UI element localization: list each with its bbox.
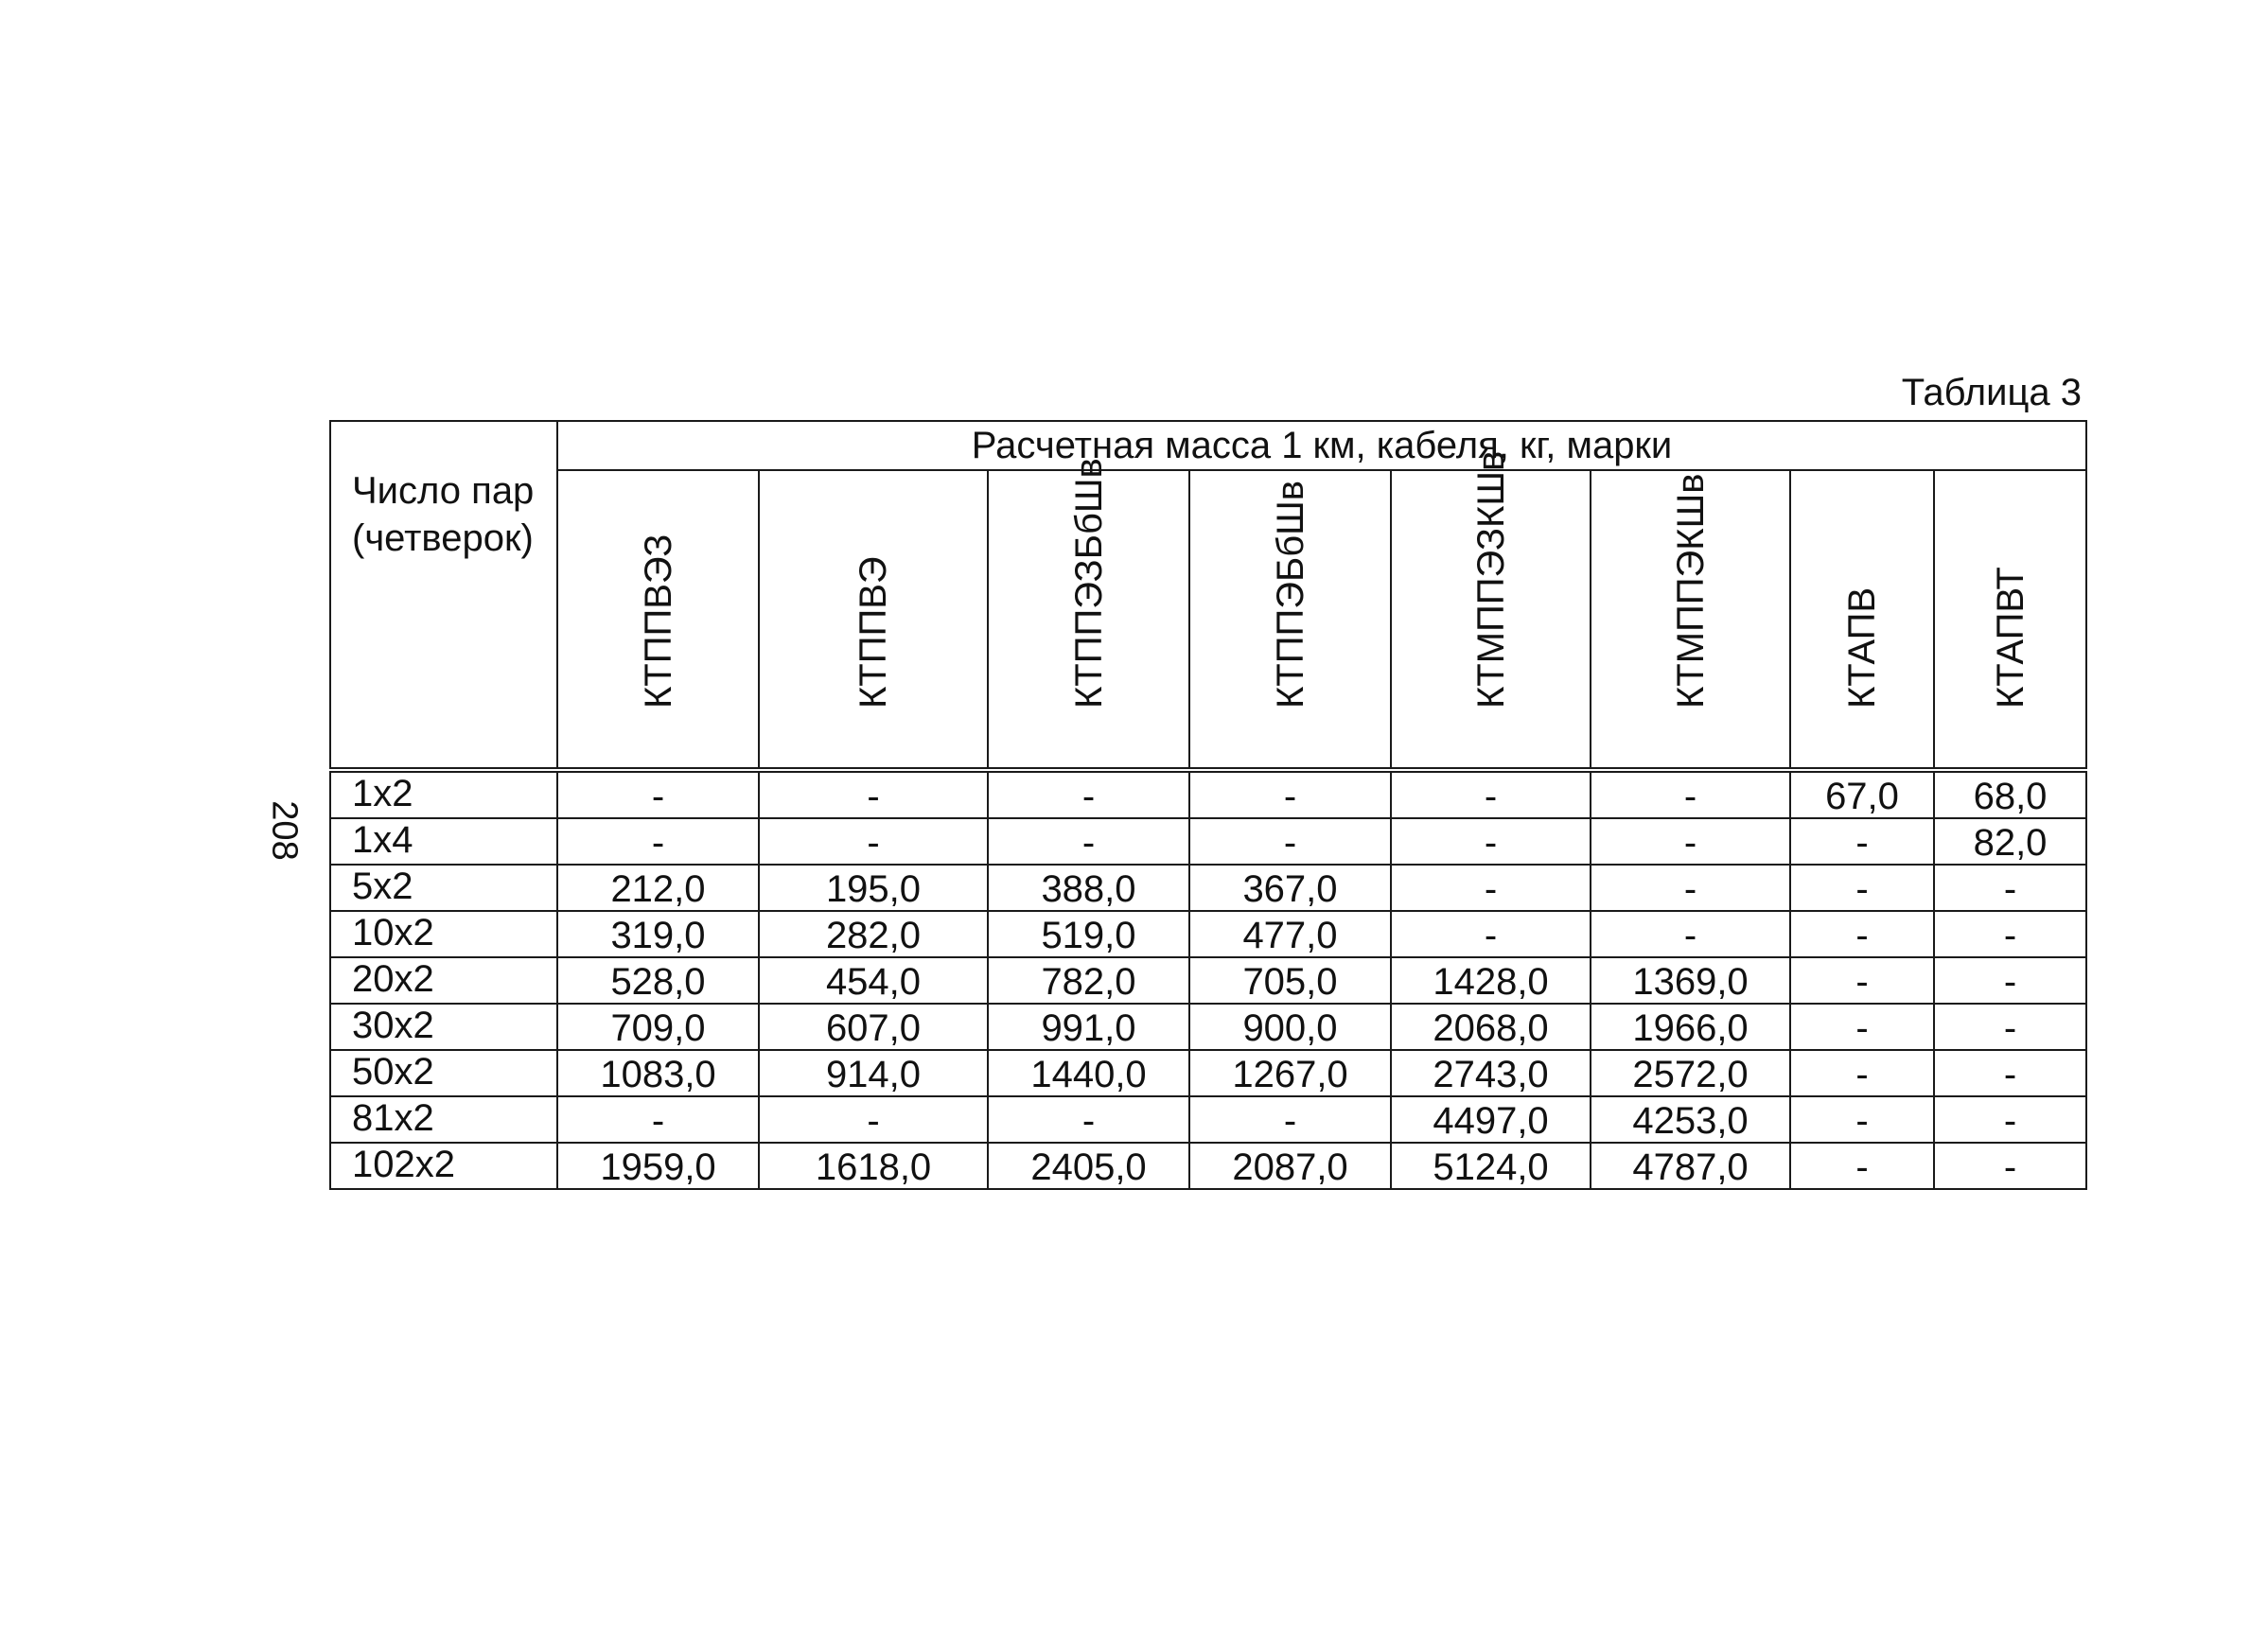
brand-label: КТППЭЗБбШв [1067, 458, 1110, 709]
value-cell: 67,0 [1790, 770, 1934, 818]
brand-header-cell [1591, 470, 1790, 770]
brand-header-cell [1391, 450, 1591, 770]
value-cell: - [1934, 865, 2086, 911]
brand-label: КТППЭБбШв [1269, 480, 1311, 709]
value-cell: - [1790, 818, 1934, 865]
row-label: 50x2 [330, 1050, 557, 1096]
value-cell: - [759, 770, 988, 818]
brand-header-cell [557, 470, 759, 770]
value-cell: 5124,0 [1391, 1143, 1591, 1189]
value-cell: - [1391, 818, 1591, 865]
value-cell: - [557, 1096, 759, 1143]
value-cell: 1083,0 [557, 1050, 759, 1096]
value-cell: - [1790, 1096, 1934, 1143]
value-cell: 477,0 [1189, 911, 1391, 957]
brand-header-cell [1189, 470, 1391, 770]
value-cell: - [1790, 1004, 1934, 1050]
cable-mass-table [329, 420, 2087, 1190]
value-cell: - [1591, 770, 1790, 818]
value-cell: - [1934, 911, 2086, 957]
value-cell: - [1391, 911, 1591, 957]
value-cell: 519,0 [988, 911, 1189, 957]
brand-header-cell [759, 470, 988, 770]
table-row [330, 865, 2086, 911]
value-cell: - [988, 1096, 1189, 1143]
brand-label: КТАПВТ [1989, 567, 2031, 709]
row-label: 1x2 [330, 770, 557, 818]
table-row [330, 1004, 2086, 1050]
brand-label: КТМППЭКШв [1669, 473, 1712, 709]
value-cell: - [1790, 911, 1934, 957]
value-cell: - [1934, 1050, 2086, 1096]
value-cell: - [1391, 770, 1591, 818]
value-cell: 991,0 [988, 1004, 1189, 1050]
value-cell: 2087,0 [1189, 1143, 1391, 1189]
value-cell: - [1934, 1143, 2086, 1189]
row-label: 102x2 [330, 1143, 557, 1189]
value-cell: - [1790, 1050, 1934, 1096]
brand-label: КТМППЭЗКШв [1469, 450, 1512, 709]
brand-header-row [330, 470, 2086, 770]
table-row [330, 1143, 2086, 1189]
row-label: 81x2 [330, 1096, 557, 1143]
value-cell: - [1790, 1143, 1934, 1189]
table-row [330, 770, 2086, 818]
value-cell: 1267,0 [1189, 1050, 1391, 1096]
value-cell: - [1189, 1096, 1391, 1143]
row-label: 30x2 [330, 1004, 557, 1050]
value-cell: 1959,0 [557, 1143, 759, 1189]
value-cell: 900,0 [1189, 1004, 1391, 1050]
value-cell: 2572,0 [1591, 1050, 1790, 1096]
value-cell: 319,0 [557, 911, 759, 957]
value-cell: 782,0 [988, 957, 1189, 1004]
value-cell: 388,0 [988, 865, 1189, 911]
value-cell: - [1790, 957, 1934, 1004]
value-cell: 607,0 [759, 1004, 988, 1050]
value-cell: 705,0 [1189, 957, 1391, 1004]
value-cell: - [759, 818, 988, 865]
row-label: 10x2 [330, 911, 557, 957]
table-row [330, 957, 2086, 1004]
value-cell: - [1591, 818, 1790, 865]
value-cell: 1369,0 [1591, 957, 1790, 1004]
corner-header: Число пар (четверок) [330, 421, 557, 770]
value-cell: 1428,0 [1391, 957, 1591, 1004]
table-row [330, 1096, 2086, 1143]
value-cell: - [557, 770, 759, 818]
row-label: 20x2 [330, 957, 557, 1004]
value-cell: 1966,0 [1591, 1004, 1790, 1050]
value-cell: 2405,0 [988, 1143, 1189, 1189]
value-cell: 367,0 [1189, 865, 1391, 911]
group-header: Расчетная масса 1 км, кабеля, кг, марки [557, 421, 2086, 470]
value-cell: 68,0 [1934, 770, 2086, 818]
value-cell: - [1391, 865, 1591, 911]
value-cell: - [557, 818, 759, 865]
value-cell: - [1591, 865, 1790, 911]
value-cell: - [1934, 1096, 2086, 1143]
value-cell: - [1790, 865, 1934, 911]
value-cell: 4253,0 [1591, 1096, 1790, 1143]
brand-label: КТППВЭЗ [637, 534, 679, 709]
value-cell: 195,0 [759, 865, 988, 911]
table-row [330, 911, 2086, 957]
value-cell: 709,0 [557, 1004, 759, 1050]
value-cell: 1440,0 [988, 1050, 1189, 1096]
value-cell: - [1591, 911, 1790, 957]
row-label: 1x4 [330, 818, 557, 865]
value-cell: 454,0 [759, 957, 988, 1004]
value-cell: 282,0 [759, 911, 988, 957]
value-cell: - [1934, 957, 2086, 1004]
value-cell: - [1934, 1004, 2086, 1050]
page-number: 208 [264, 800, 305, 861]
brand-header-cell [1934, 470, 2086, 770]
value-cell: 4787,0 [1591, 1143, 1790, 1189]
value-cell: 2743,0 [1391, 1050, 1591, 1096]
brand-label: КТППВЭ [853, 556, 894, 709]
value-cell: 914,0 [759, 1050, 988, 1096]
table-row [330, 1050, 2086, 1096]
row-label: 5x2 [330, 865, 557, 911]
value-cell: 4497,0 [1391, 1096, 1591, 1143]
table-caption: Таблица 3 [1901, 372, 2082, 413]
value-cell: 528,0 [557, 957, 759, 1004]
table-row [330, 818, 2086, 865]
value-cell: 212,0 [557, 865, 759, 911]
value-cell: - [1189, 818, 1391, 865]
value-cell: 2068,0 [1391, 1004, 1591, 1050]
value-cell: - [988, 818, 1189, 865]
value-cell: 1618,0 [759, 1143, 988, 1189]
value-cell: - [759, 1096, 988, 1143]
brand-header-cell [988, 458, 1189, 770]
table-body [330, 770, 2086, 1189]
brand-header-cell [1790, 470, 1934, 770]
value-cell: - [1189, 770, 1391, 818]
value-cell: 82,0 [1934, 818, 2086, 865]
brand-label: КТАПВ [1841, 586, 1883, 709]
value-cell: - [988, 770, 1189, 818]
